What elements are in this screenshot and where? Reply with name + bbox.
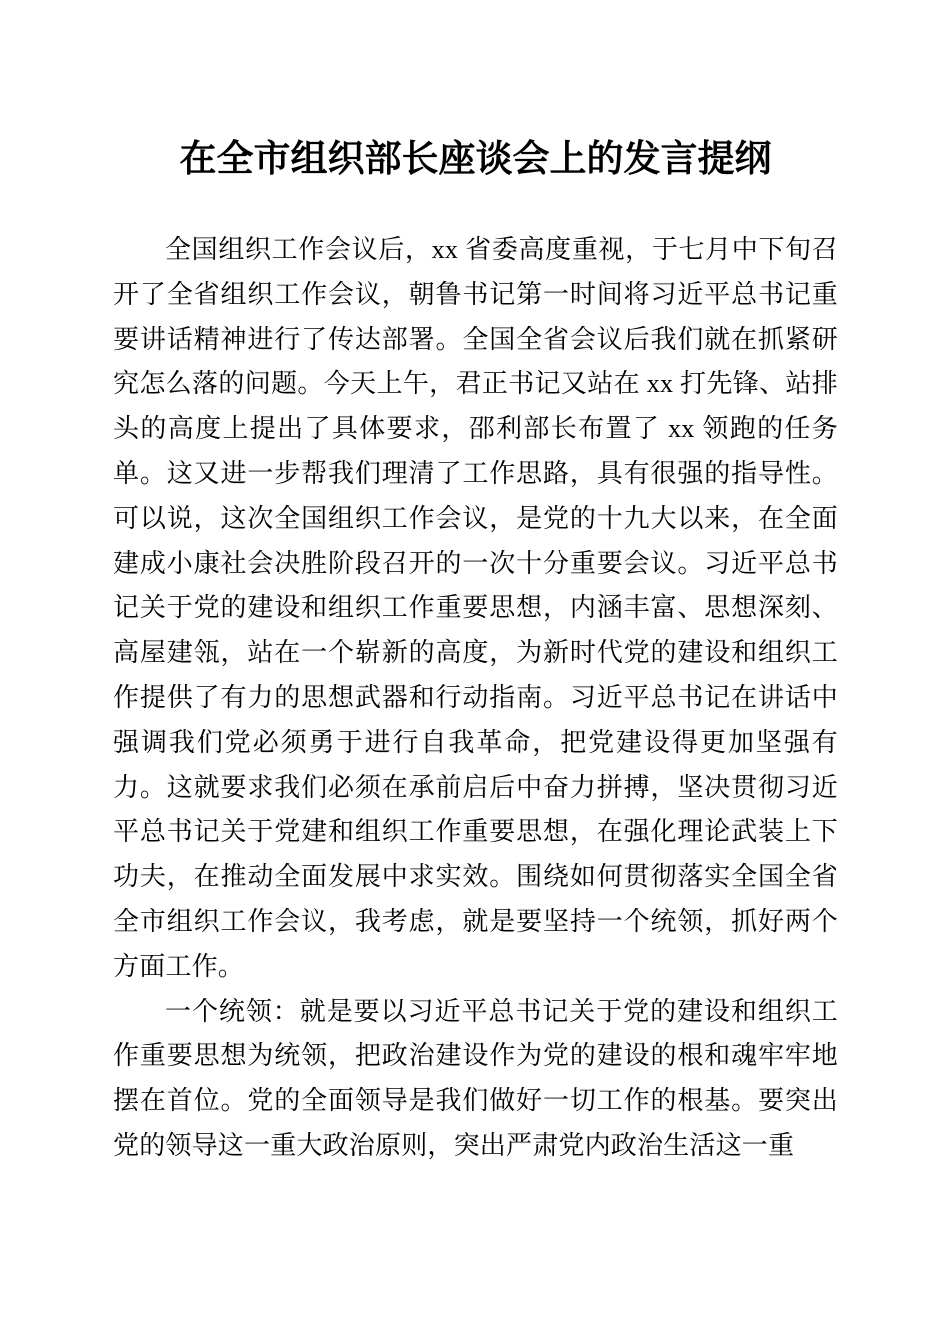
- document-content: [113, 0, 838, 1169]
- paragraph: 一个统领：就是要以习近平总书记关于党的建设和组织工作重要思想为统领，把政治建设作为党的建设的根和魂牢牢地摆在首位。党的全面领导是我们做好一切工作的根基。要突出党的领导这一重大政治原则，突出严肃党内政治生活这一重: [113, 996, 838, 1160]
- document-title: 在全市组织部长座谈会上的发言提纲: [179, 139, 772, 180]
- document-body: [113, 228, 838, 1169]
- paragraph: 全国组织工作会议后，xx 省委高度重视，于七月中下旬召开了全省组织工作会议，朝鲁书记第一时间将习近平总书记重要讲话精神进行了传达部署。全国全省会议后我们就在抓紧研究怎么落的问题。今天上午，君正书记又站在 xx 打先锋、站排头的高度上提出了具体要求，邵利部长布置了 xx 领跑的任务单。这又进一步帮我们理清了工作思路，具有很强的指导性。可以说，这次全国组织工作会议，是党的十九大以来，在全面建成小康社会决胜阶段召开的一次十分重要会议。习近平总书记关于党的建设和组织工作重要思想，内涵丰富、思想深刻、高屋建瓴，站在一个崭新的高度，为新时代党的建设和组织工作提供了有力的思想武器和行动指南。习近平总书记在讲话中强调我们党必须勇于进行自我革命，把党建设得更加坚强有力。这就要求我们必须在承前启后中奋力拼搏，坚决贯彻习近平总书记关于党建和组织工作重要思想，在强化理论武装上下功夫，在推动全面发展中求实效。围绕如何贯彻落实全国全省全市组织工作会议，我考虑，就是要坚持一个统领，抓好两个方面工作。: [113, 235, 838, 981]
